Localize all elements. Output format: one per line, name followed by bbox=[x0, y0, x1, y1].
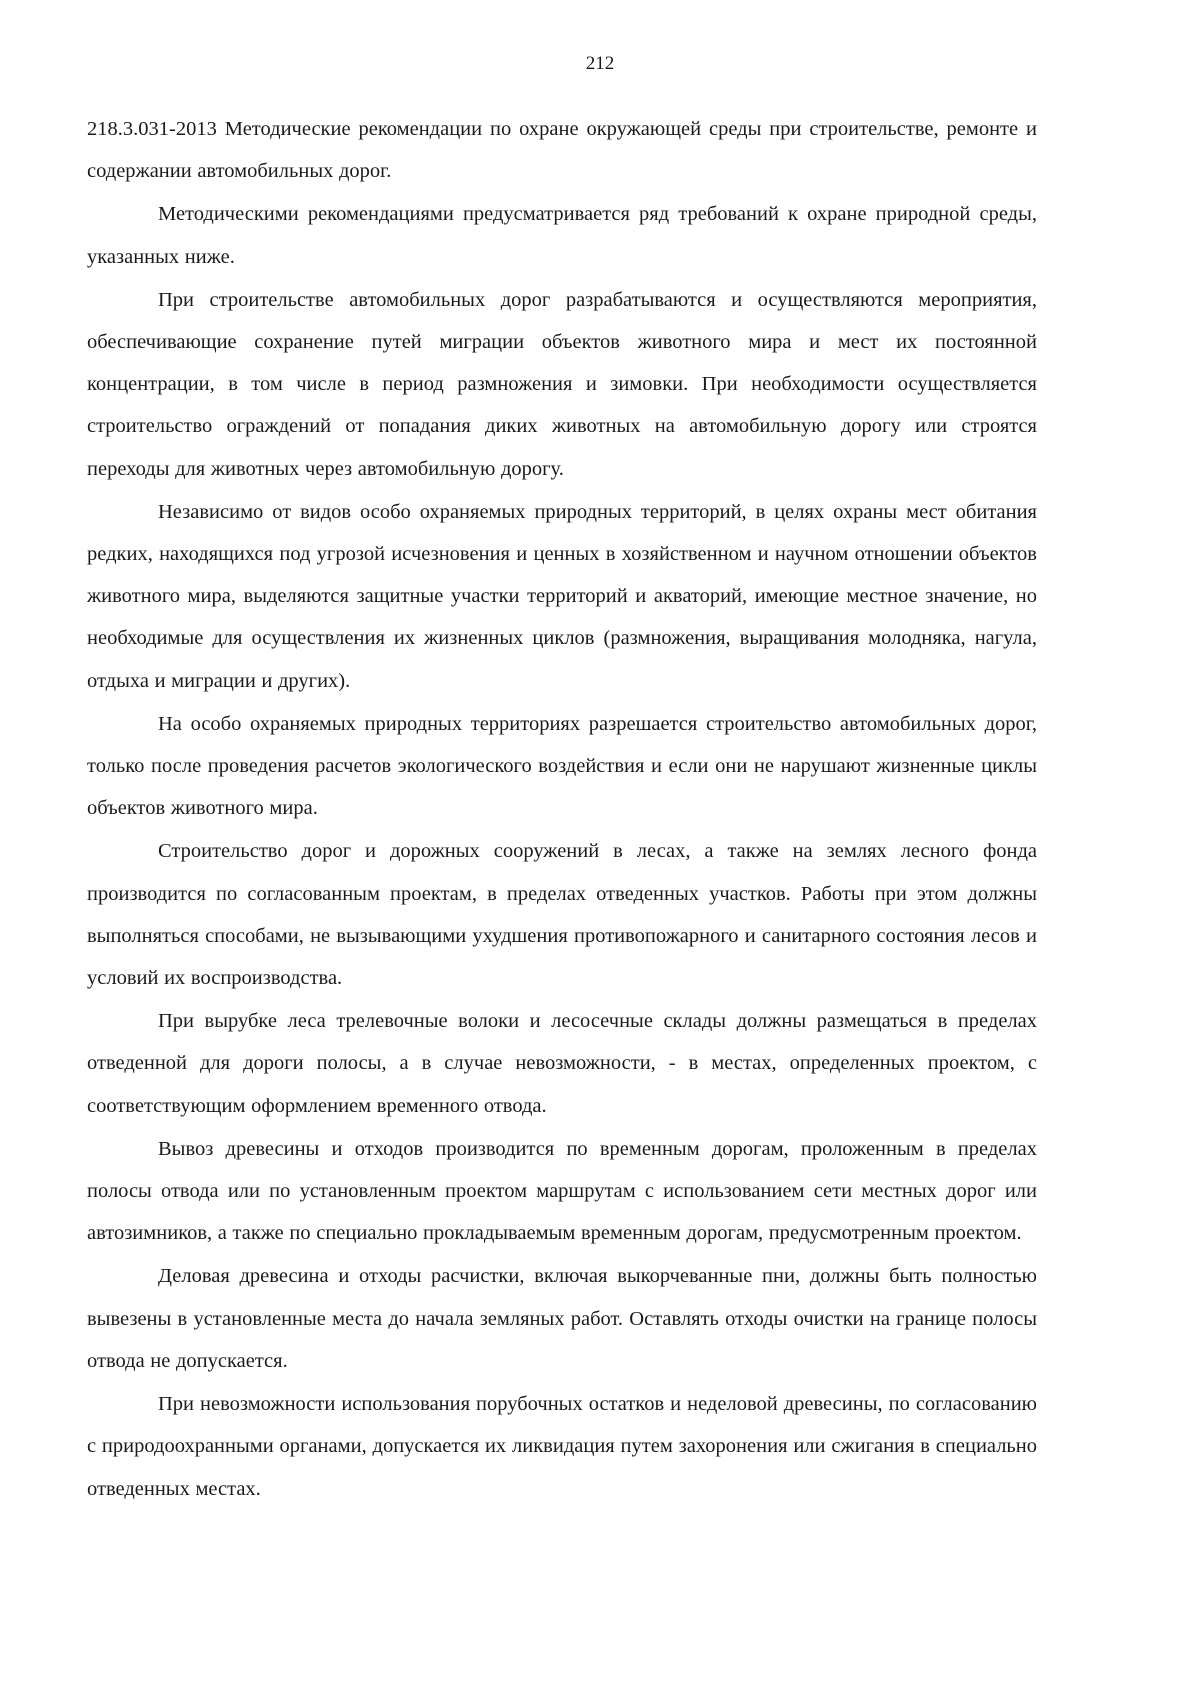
paragraph-timber-removal: Вывоз древесины и отходов производится по временным дорогам, проложенным в пределах полосы отвода или по установленным проектом маршрутам с использованием сети местных дорог или автозимников, а также по специально прокладываемым временным дорогам, предусмотренным проектом. bbox=[87, 1137, 1037, 1245]
document-body bbox=[87, 108, 1037, 1511]
paragraph-residue-disposal: При невозможности использования порубочных остатков и неделовой древесины, по согласованию с природоохранными органами, допускается их ликвидация путем захоронения или сжигания в специально отведенных местах. bbox=[87, 1393, 1037, 1500]
paragraph-intro: Методическими рекомендациями предусматривается ряд требований к охране природной среды, указанных ниже. bbox=[87, 203, 1037, 268]
paragraph-construction-permit: На особо охраняемых природных территориях разрешается строительство автомобильных дорог, только после проведения расчетов экологического воздействия и если они не нарушают жизненные циклы объектов животного мира. bbox=[87, 712, 1037, 820]
paragraph-logging: При вырубке леса трелевочные волоки и лесосечные склады должны размещаться в пределах отведенной для дороги полосы, а в случае невозможности, - в местах, определенных проектом, с соответствующим оформлением временного отвода. bbox=[87, 1010, 1037, 1117]
paragraph-forest-construction: Строительство дорог и дорожных сооружений в лесах, а также на землях лесного фонда производится по согласованным проектам, в пределах отведенных участков. Работы при этом должны выполняться способами, не вызывающими ухудшения противопожарного и санитарного состояния лесов и условий их воспроизводства. bbox=[87, 840, 1037, 990]
paragraph-clearing-waste: Деловая древесина и отходы расчистки, включая выкорчеванные пни, должны быть полностью вывезены в установленные места до начала земляных работ. Оставлять отходы очистки на границе полосы отвода не допускается. bbox=[87, 1265, 1037, 1372]
page-number: 212 bbox=[585, 53, 615, 74]
paragraph-protected-areas: Независимо от видов особо охраняемых природных территорий, в целях охраны мест обитания редких, находящихся под угрозой исчезновения и ценных в хозяйственном и научном отношении объектов животного мира, выделяются защитные участки территорий и акваторий, имеющие местное значение, но необходимые для осуществления их жизненных циклов (размножения, выращивания молодняка, нагула, отдыха и миграции и других). bbox=[87, 500, 1037, 692]
paragraph-standard-title: 218.3.031-2013 Методические рекомендации по охране окружающей среды при строительстве, ремонте и содержании автомобильных дорог. bbox=[87, 118, 1037, 183]
paragraph-migration-paths: При строительстве автомобильных дорог разрабатываются и осуществляются мероприятия, обеспечивающие сохранение путей миграции объектов животного мира и мест их постоянной концентрации, в том числе в период размножения и зимовки. При необходимости осуществляется строительство ограждений от попадания диких животных на автомобильную дорогу или строятся переходы для животных через автомобильную дорогу. bbox=[87, 288, 1037, 480]
